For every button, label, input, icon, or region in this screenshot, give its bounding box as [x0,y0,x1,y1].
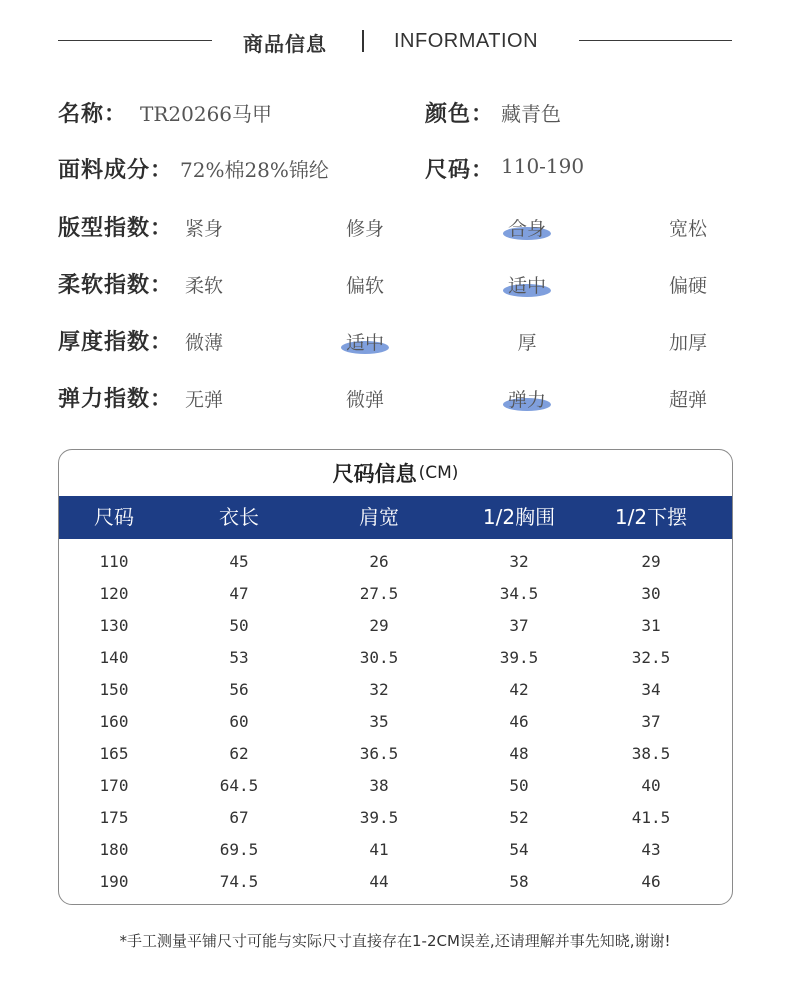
table-row [59,802,732,834]
index-option-label: 微薄 [184,332,223,354]
table-cell: 27.5 [359,584,399,603]
table-cell: 64.5 [219,776,259,795]
index-option [330,214,400,241]
table-row [59,674,732,706]
table-cell: 40 [641,776,661,795]
index-option [169,214,239,241]
index-option-label: 适中 [345,332,384,354]
table-row [59,642,732,674]
table-row [59,738,732,770]
table-row [59,706,732,738]
table-cell: 120 [99,584,129,603]
table-cell: 30.5 [359,648,399,667]
table-cell: 46 [509,712,529,731]
index-option-label: 微弹 [345,389,384,411]
table-cell: 62 [229,744,249,763]
table-cell: 50 [509,776,529,795]
index-option-label: 适中 [507,275,546,297]
table-cell: 42 [509,680,529,699]
table-cell: 41.5 [631,808,671,827]
header-line-left [58,40,212,41]
size-table-body [59,546,732,898]
table-cell: 165 [99,744,129,763]
index-option [169,385,239,412]
index-option [653,214,723,241]
index-option [492,271,562,298]
color-value: 藏青色 [501,102,561,126]
index-option [169,328,239,355]
measurement-footnote: *手工测量平铺尺寸可能与实际尺寸直接存在1-2CM误差,还请理解并事先知晓,谢谢! [119,932,671,950]
size-table-title-text: 尺码信息 [332,462,417,486]
index-option [330,385,400,412]
table-cell: 32 [369,680,389,699]
table-cell: 37 [641,712,661,731]
color-label: 颜色： [425,102,495,127]
table-cell: 60 [229,712,249,731]
table-cell: 47 [229,584,249,603]
name-value: TR20266马甲 [140,102,273,126]
index-option-label: 厚 [517,332,537,354]
index-option-label: 偏硬 [668,275,707,297]
table-cell: 130 [99,616,129,635]
index-option [653,385,723,412]
fabric-label: 面料成分： [58,158,174,183]
index-label: 版型指数： [58,216,174,241]
index-row [0,325,790,355]
table-cell: 29 [369,616,389,635]
table-cell: 50 [229,616,249,635]
index-option-label: 无弹 [184,389,223,411]
size-table [58,449,733,905]
table-cell: 43 [641,840,661,859]
table-cell: 39.5 [359,808,399,827]
index-option-label: 加厚 [668,332,707,354]
table-cell: 170 [99,776,129,795]
table-cell: 110 [99,552,129,571]
table-cell: 180 [99,840,129,859]
table-cell: 35 [369,712,389,731]
table-cell: 30 [641,584,661,603]
table-cell: 175 [99,808,129,827]
index-option [169,271,239,298]
index-option [492,385,562,412]
table-cell: 150 [99,680,129,699]
table-cell: 26 [369,552,389,571]
index-option-label: 弹力 [507,389,546,411]
table-cell: 31 [641,616,661,635]
index-option [492,214,562,241]
index-option [330,328,400,355]
table-cell: 39.5 [499,648,539,667]
table-cell: 52 [509,808,529,827]
index-option [653,328,723,355]
table-cell: 32 [509,552,529,571]
index-row [0,382,790,412]
header-line-right [579,40,732,41]
table-row [59,610,732,642]
size-value: 110-190 [501,154,585,178]
table-cell: 48 [509,744,529,763]
table-cell: 56 [229,680,249,699]
size-table-title [59,450,732,496]
table-row [59,546,732,578]
section-title-en: INFORMATION [394,30,539,52]
table-cell: 44 [369,872,389,891]
table-cell: 29 [641,552,661,571]
table-cell: 67 [229,808,249,827]
table-cell: 45 [229,552,249,571]
table-row [59,770,732,802]
index-row [0,268,790,298]
index-option-label: 紧身 [184,218,223,240]
index-option-label: 宽松 [668,218,707,240]
table-cell: 41 [369,840,389,859]
index-option-label: 超弹 [668,389,707,411]
size-label: 尺码： [425,158,495,183]
table-cell: 38.5 [631,744,671,763]
column-header: 衣长 [219,505,259,529]
table-cell: 36.5 [359,744,399,763]
table-cell: 69.5 [219,840,259,859]
column-header: 尺码 [94,505,134,529]
table-cell: 32.5 [631,648,671,667]
fabric-value: 72%棉28%锦纶 [180,158,329,182]
table-cell: 53 [229,648,249,667]
index-label: 柔软指数： [58,273,174,298]
index-label: 弹力指数： [58,387,174,412]
table-cell: 74.5 [219,872,259,891]
index-option [330,271,400,298]
index-option [653,271,723,298]
table-cell: 58 [509,872,529,891]
column-header: 1/2胸围 [482,505,556,529]
index-option-label: 柔软 [184,275,223,297]
size-table-unit: (CM) [418,463,459,483]
table-cell: 37 [509,616,529,635]
table-cell: 140 [99,648,129,667]
index-option-label: 偏软 [345,275,384,297]
index-label: 厚度指数： [58,330,174,355]
column-header: 1/2下摆 [614,505,688,529]
table-cell: 34 [641,680,661,699]
index-option-label: 合身 [507,218,546,240]
index-row [0,211,790,241]
table-cell: 38 [369,776,389,795]
table-cell: 54 [509,840,529,859]
table-row [59,866,732,898]
table-cell: 160 [99,712,129,731]
column-header: 肩宽 [359,505,399,529]
table-cell: 34.5 [499,584,539,603]
table-cell: 190 [99,872,129,891]
size-table-header [59,496,732,539]
index-option-label: 修身 [345,218,384,240]
header-separator [362,30,364,52]
index-option [492,328,562,355]
table-row [59,578,732,610]
table-row [59,834,732,866]
table-cell: 46 [641,872,661,891]
name-label: 名称： [58,102,128,127]
section-title-cn: 商品信息 [243,32,327,56]
